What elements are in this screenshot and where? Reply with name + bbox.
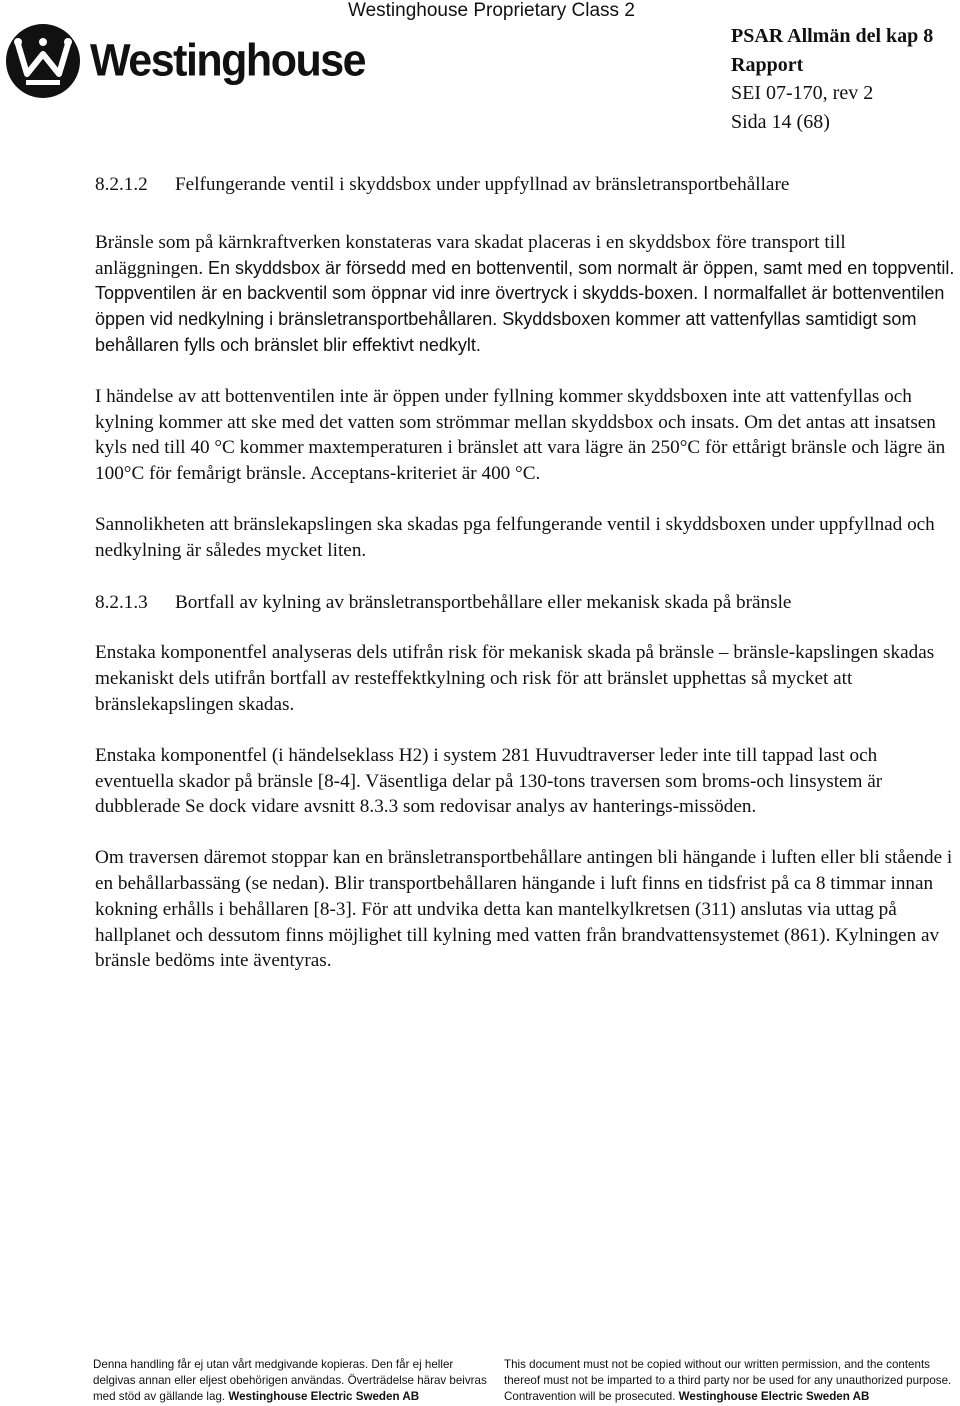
footer-legal-english	[504, 1357, 954, 1406]
paragraph	[95, 384, 955, 487]
paragraph	[95, 512, 955, 564]
section-title: Felfungerande ventil i skyddsbox under uppfyllnad av bränsletransportbehållare	[175, 174, 790, 195]
page-number: Sida 14 (68)	[731, 110, 830, 133]
document-header-info	[731, 22, 933, 136]
paragraph	[95, 845, 955, 974]
westinghouse-logo	[4, 22, 365, 100]
classification-banner: Westinghouse Proprietary Class 2	[348, 0, 635, 21]
paragraph	[95, 743, 955, 820]
section-number: 8.2.1.3	[95, 591, 148, 613]
paragraph-text: Enstaka komponentfel (i händelseklass H2) i system 281 Huvudtraverser leder inte till tappad last och eventuella skador på bränsle [8-4]. Väsentliga delar på 130-tons traversen som broms-och linsystem är dubblerade Se dock vidare avsnitt 8.3.3 som redovisar analys av hanterings-missöden.	[95, 744, 883, 818]
section-title: Bortfall av kylning av bränsletransportbehållare eller mekanisk skada på bränsle	[175, 591, 792, 613]
paragraph-text: Sannolikheten att bränslekapslingen ska skadas pga felfungerande ventil i skyddsboxen under uppfyllnad och nedkylning är således mycket liten.	[95, 513, 935, 561]
footer-notice-en: This document must not be copied without our written permission, and the contents thereof must not be imparted to a third party nor be used for any unauthorized purpose. Contravention will be prosecuted.	[504, 1358, 952, 1404]
section-heading	[95, 172, 955, 198]
footer-notice-sv: Denna handling får ej utan vårt medgivande kopieras. Den får ej heller delgivas annan eller eljest obehörigen användas. Överträdelse härav beivras med stöd av gällande lag.	[93, 1358, 487, 1404]
section-heading	[95, 590, 955, 616]
doc-id: SEI 07-170, rev 2	[731, 82, 874, 104]
footer-legal-swedish	[93, 1357, 488, 1406]
paragraph-text: Enstaka komponentfel analyseras dels utifrån risk för mekanisk skada på bränsle – bränsle-kapslingen skadas mekaniskt dels utifrån bortfall av resteffektkylning och risk för att bränslet upphettas så mycket att bränslekapslingen skadas.	[95, 642, 935, 715]
footer-company-en: Westinghouse Electric Sweden AB	[678, 1390, 870, 1404]
paragraph-text: Bränsle som på kärnkraftverken konstateras vara skadat placeras i en skyddsbox före transport till anläggningen.	[95, 231, 846, 279]
logo-wordmark: Westinghouse	[90, 35, 366, 86]
westinghouse-circle-w-icon	[4, 22, 82, 100]
section-number: 8.2.1.2	[95, 174, 148, 195]
paragraph-text: I händelse av att bottenventilen inte är öppen under fyllning kommer skyddsboxen inte att vattenfyllas och kylning kommer att ske med det vatten som strömmar mellan skyddsbox och insats. Om det antas att insatsen kyls ned till 40 °C kommer maxtemperaturen i bränslet att vara lägre än 250°C för ettårigt bränsle och lägre än 100°C för femårigt bränsle. Acceptans-kriteriet är 400 °C.	[95, 385, 946, 485]
footer-company-sv: Westinghouse Electric Sweden AB	[228, 1390, 420, 1404]
paragraph	[95, 640, 955, 717]
paragraph-text-sans: En skyddsbox är försedd med en bottenventil, som normalt är öppen, samt med en toppventil. Toppventilen är en backventil som öppnar vid inre övertryck i skydds-boxen. I normalfallet är bottenventilen öppen vid nedkylning i bränsletransportbehållaren. Skyddsboxen kommer att vattenfyllas samtidigt som behållaren fylls och bränslet blir effektivt nedkylt.	[95, 257, 955, 355]
paragraph	[95, 230, 955, 359]
document-body	[95, 172, 955, 974]
paragraph-text: Om traversen däremot stoppar kan en bränsletransportbehållare antingen bli hängande i luften eller bli stående i en behållarbassäng (se nedan). Blir transportbehållaren hängande i luft finns en tidsfrist på ca 8 timmar innan kokning erhålls i behållaren [8-3]. För att undvika detta kan mantelkylkretsen (311) anslutas via uttag på hallplanet och dessutom finns möjlighet till kylning med vatten från brandvattensystemet (861). Kylningen av bränsle bedöms inte äventyras.	[95, 847, 953, 972]
doc-type: Rapport	[731, 53, 804, 76]
doc-title: PSAR Allmän del kap 8	[731, 25, 934, 47]
